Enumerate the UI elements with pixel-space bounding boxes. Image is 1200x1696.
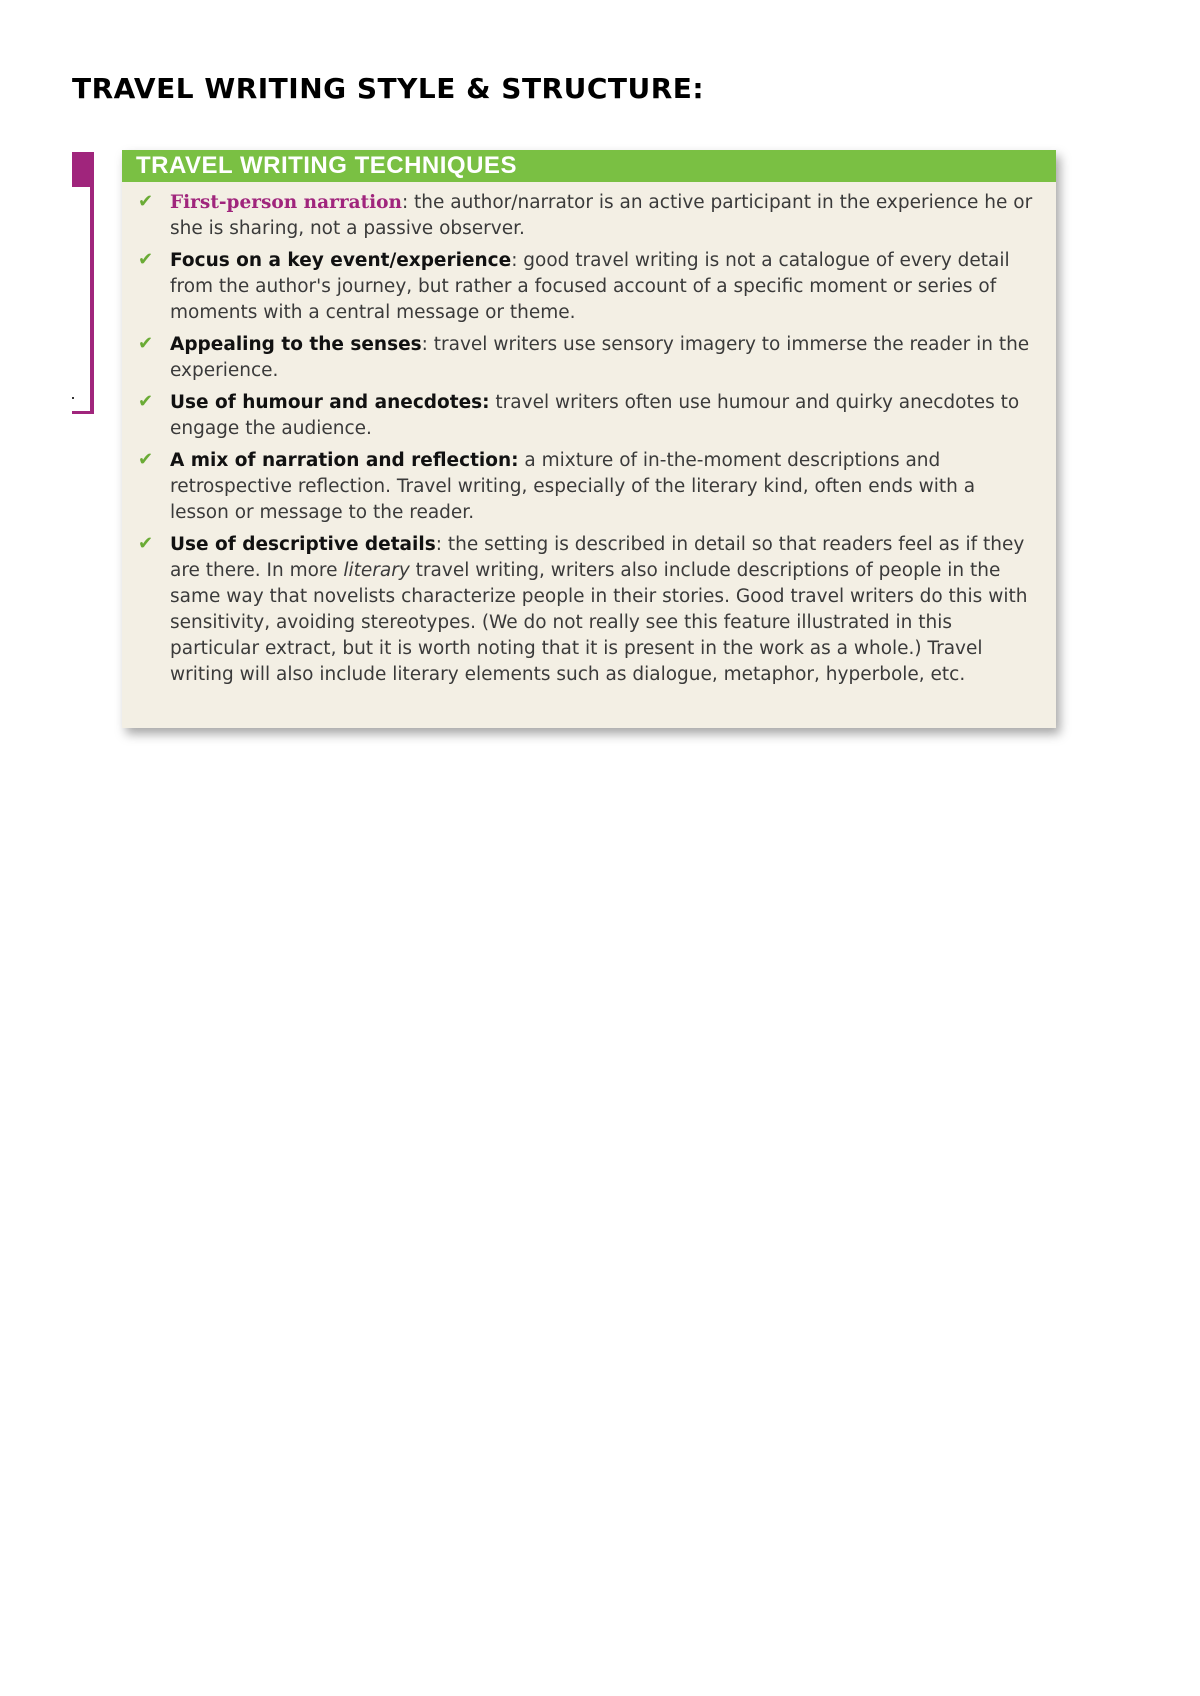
item-description-continued: travel writing, writers also include descriptions of people in the same way that novelists characterize people in their stories. Good travel writers do this with sensitivity, avoiding stereotypes. (We do not really see this feature illustrated in this particular extract, but it is worth noting that it is present in the work as a whole.) Travel writing will also include literary elements such as dialogue, metaphor, hyperbole, etc. <box>170 560 1028 685</box>
checkmark-icon: ✔ <box>138 333 154 354</box>
checkmark-icon: ✔ <box>138 391 154 412</box>
item-text <box>170 332 1034 384</box>
techniques-list <box>122 182 1056 688</box>
list-item <box>136 332 1034 384</box>
bracket-tab <box>72 155 90 187</box>
checkmark-icon: ✔ <box>138 449 154 470</box>
item-text <box>170 390 1034 442</box>
item-term: Use of humour and anecdotes: <box>170 392 490 413</box>
item-description: travel writers often use humour and quirky anecdotes to engage the audience. <box>170 392 1020 439</box>
checkmark-icon: ✔ <box>138 249 154 270</box>
side-bracket-decoration <box>72 152 94 414</box>
checkmark-icon: ✔ <box>138 191 154 212</box>
list-item <box>136 190 1034 242</box>
page-title: TRAVEL WRITING STYLE & STRUCTURE: <box>72 72 705 105</box>
item-term: Appealing to the senses <box>170 334 422 355</box>
item-term: A mix of narration and reflection: <box>170 450 519 471</box>
item-term: Use of descriptive details <box>170 534 436 555</box>
item-text <box>170 190 1034 242</box>
item-description: : the setting is described in detail so that readers feel as if they are there. In more <box>170 534 1025 581</box>
list-item <box>136 448 1034 526</box>
list-item <box>136 248 1034 326</box>
item-description: : travel writers use sensory imagery to immerse the reader in the experience. <box>170 334 1030 381</box>
list-item <box>136 390 1034 442</box>
item-text <box>170 248 1034 326</box>
item-term: First-person narration <box>170 192 402 213</box>
checkmark-icon: ✔ <box>138 533 154 554</box>
item-term: Focus on a key event/experience <box>170 250 512 271</box>
item-text <box>170 448 1034 526</box>
item-text <box>170 532 1034 688</box>
item-italic-word: literary <box>343 560 410 581</box>
techniques-box <box>122 150 1056 728</box>
list-item <box>136 532 1034 688</box>
item-description: a mixture of in-the-moment descriptions and retrospective reflection. Travel writing, especially of the literary kind, often ends with a lesson or message to the reader. <box>170 450 976 523</box>
item-description: : good travel writing is not a catalogue of every detail from the author's journey, but rather a focused account of a specific moment or series of moments with a central message or theme. <box>170 250 1010 323</box>
bracket-dot <box>72 397 74 399</box>
item-description: : the author/narrator is an active participant in the experience he or she is sharing, not a passive observer. <box>170 192 1033 239</box>
techniques-heading: TRAVEL WRITING TECHNIQUES <box>122 150 1056 182</box>
